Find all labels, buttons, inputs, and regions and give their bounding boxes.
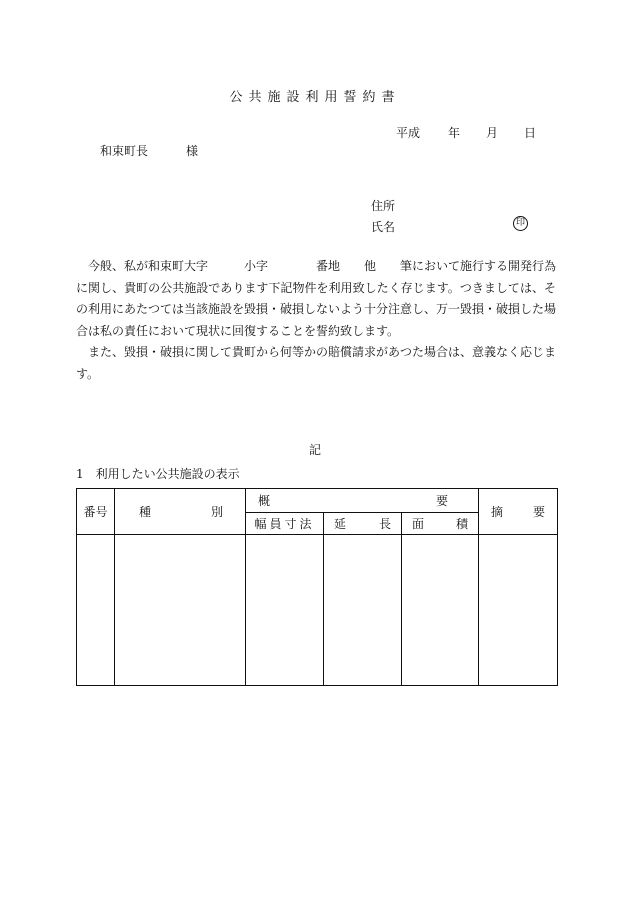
header-area: 面 積 <box>402 513 479 535</box>
name-label: 氏名 <box>371 220 396 234</box>
date-day: 日 <box>524 126 537 140</box>
date-year: 年 <box>448 126 461 140</box>
cell-type[interactable] <box>115 535 246 686</box>
cell-length[interactable] <box>324 535 402 686</box>
date-era: 平成 <box>396 126 421 140</box>
cell-width[interactable] <box>246 535 324 686</box>
header-summary: 概 要 <box>246 489 479 513</box>
address-label: 住所 <box>371 199 396 213</box>
date-month: 月 <box>486 126 499 140</box>
paragraph-2: また、毀損・破損に関して貴町から何等かの賠償請求があつた場合は、意義なく応じます。 <box>76 345 557 381</box>
addressee-honorific: 様 <box>186 144 199 158</box>
cell-area[interactable] <box>402 535 479 686</box>
cell-number[interactable] <box>77 535 115 686</box>
addressee <box>100 142 198 159</box>
header-remarks: 摘 要 <box>479 489 558 535</box>
seal-mark: 印 <box>513 216 528 231</box>
addressee-name: 和束町長 <box>100 144 149 158</box>
table-row <box>77 535 558 686</box>
header-type: 種 別 <box>115 489 246 535</box>
header-length: 延 長 <box>324 513 402 535</box>
date-line <box>396 124 536 141</box>
header-width: 幅員寸法 <box>246 513 324 535</box>
paragraph-1: 今般、私が和束町大字 小字 番地 他 筆において施行する開発行為に関し、貴町の公共施設であります下記物件を利用致したく存じます。つきましては、その利用にあたつては当該施設を毀損・破損しないよう十分注意し、万一毀損・破損した場合は私の責任において現状に回復することを誓約致します。 <box>76 259 557 338</box>
pledge-body <box>76 256 556 385</box>
document-title: 公共施設利用誓約書 <box>229 90 401 105</box>
cell-remarks[interactable] <box>479 535 558 686</box>
facility-table <box>76 488 558 686</box>
ki-heading: 記 <box>308 443 321 457</box>
header-number: 番号 <box>77 489 115 535</box>
section-title: 1 利用したい公共施設の表示 <box>76 467 240 481</box>
